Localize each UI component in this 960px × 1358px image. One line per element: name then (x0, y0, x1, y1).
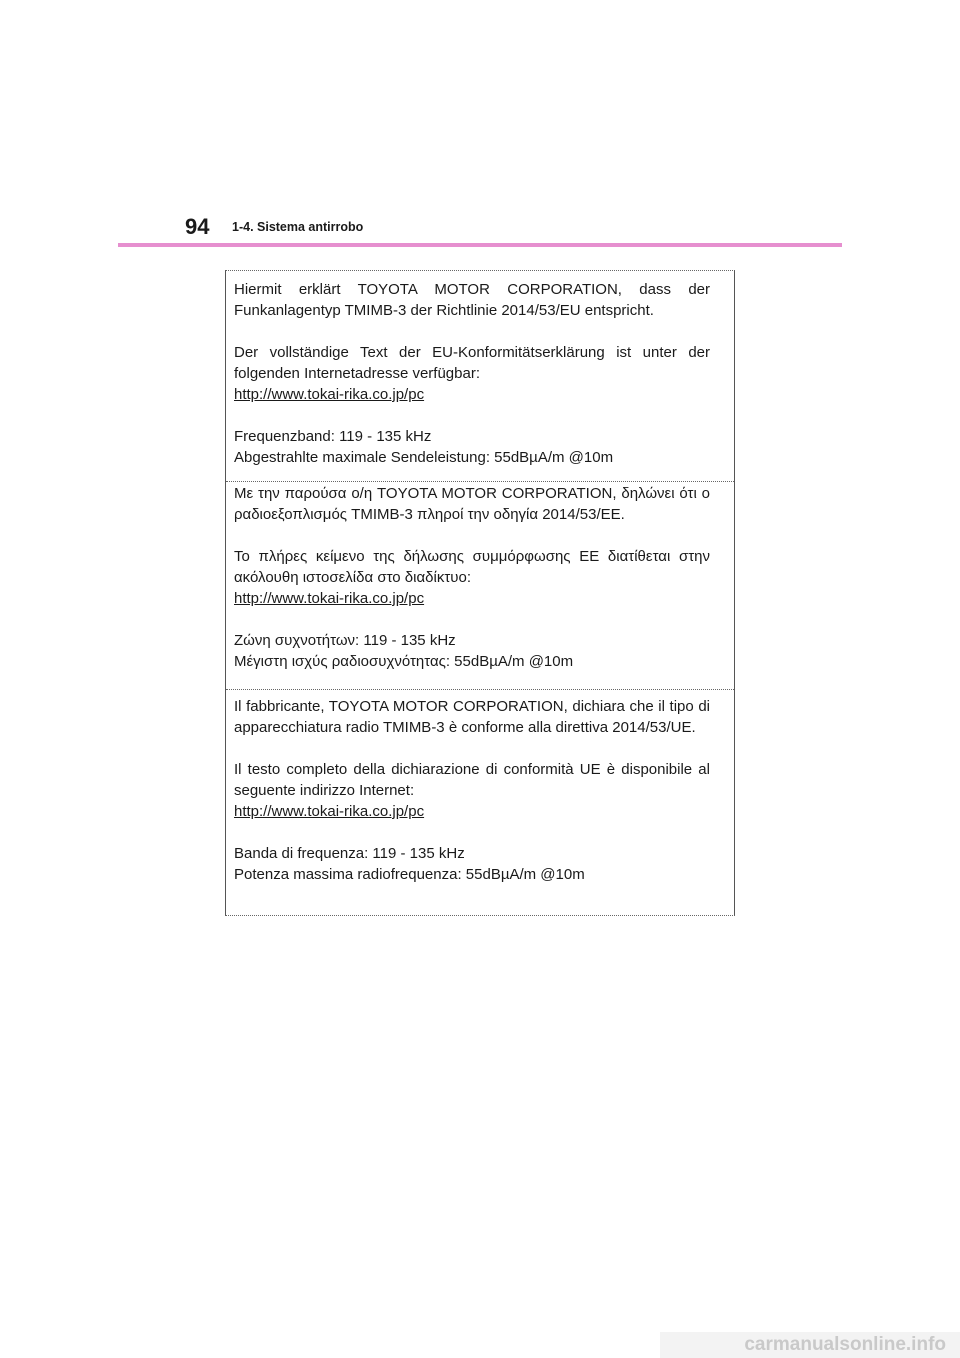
block-divider (226, 689, 734, 690)
notice-block-greek (226, 483, 734, 672)
declaration-text: Hiermit erklärt TOYOTA MOTOR CORPORATION, dass der Funkanlagentyp TMIMB-3 der Richtlinie 2014/53/EU entspricht. (234, 281, 710, 319)
block-divider (226, 481, 734, 482)
max-power: Potenza massima radiofrequenza: 55dBµA/m @10m (234, 866, 585, 883)
regulatory-notice-box (225, 270, 735, 916)
section-title: 1-4. Sistema antirrobo (232, 220, 364, 234)
declaration-text: Il fabbricante, TOYOTA MOTOR CORPORATION, dichiara che il tipo di apparecchiatura radio TMIMB-3 è conforme alla direttiva 2014/53/UE. (234, 698, 710, 736)
page-number: 94 (185, 214, 210, 239)
declaration-link[interactable]: http://www.tokai-rika.co.jp/pc (234, 386, 425, 403)
max-power: Μέγιστη ισχύς ραδιοσυχνότητας: 55dBµA/m @10m (234, 653, 574, 670)
notice-block-italian (226, 696, 734, 885)
watermark: carmanualsonline.info (660, 1332, 960, 1358)
notice-block-german (226, 279, 734, 468)
full-text-notice: Il testo completo della dichiarazione di conformità UE è disponibile al seguente indirizzo Internet: (234, 761, 710, 799)
full-text-notice: Der vollständige Text der EU-Konformitätserklärung ist unter der folgenden Internetadresse verfügbar: (234, 344, 710, 382)
declaration-text: Με την παρούσα ο/η TOYOTA MOTOR CORPORATION, δηλώνει ότι ο ραδιοεξοπλισμός TMIMB-3 πληροί την οδηγία 2014/53/ΕΕ. (234, 485, 710, 523)
declaration-link[interactable]: http://www.tokai-rika.co.jp/pc (234, 803, 425, 820)
frequency-band: Ζώνη συχνοτήτων: 119 - 135 kHz (234, 632, 456, 649)
frequency-band: Frequenzband: 119 - 135 kHz (234, 428, 432, 445)
header-rule (118, 243, 842, 247)
full-text-notice: Το πλήρες κείμενο της δήλωσης συμμόρφωσης ΕΕ διατίθεται στην ακόλουθη ιστοσελίδα στο διαδίκτυο: (234, 548, 710, 586)
frequency-band: Banda di frequenza: 119 - 135 kHz (234, 845, 465, 862)
max-power: Abgestrahlte maximale Sendeleistung: 55dBµA/m @10m (234, 449, 614, 466)
declaration-link[interactable]: http://www.tokai-rika.co.jp/pc (234, 590, 425, 607)
